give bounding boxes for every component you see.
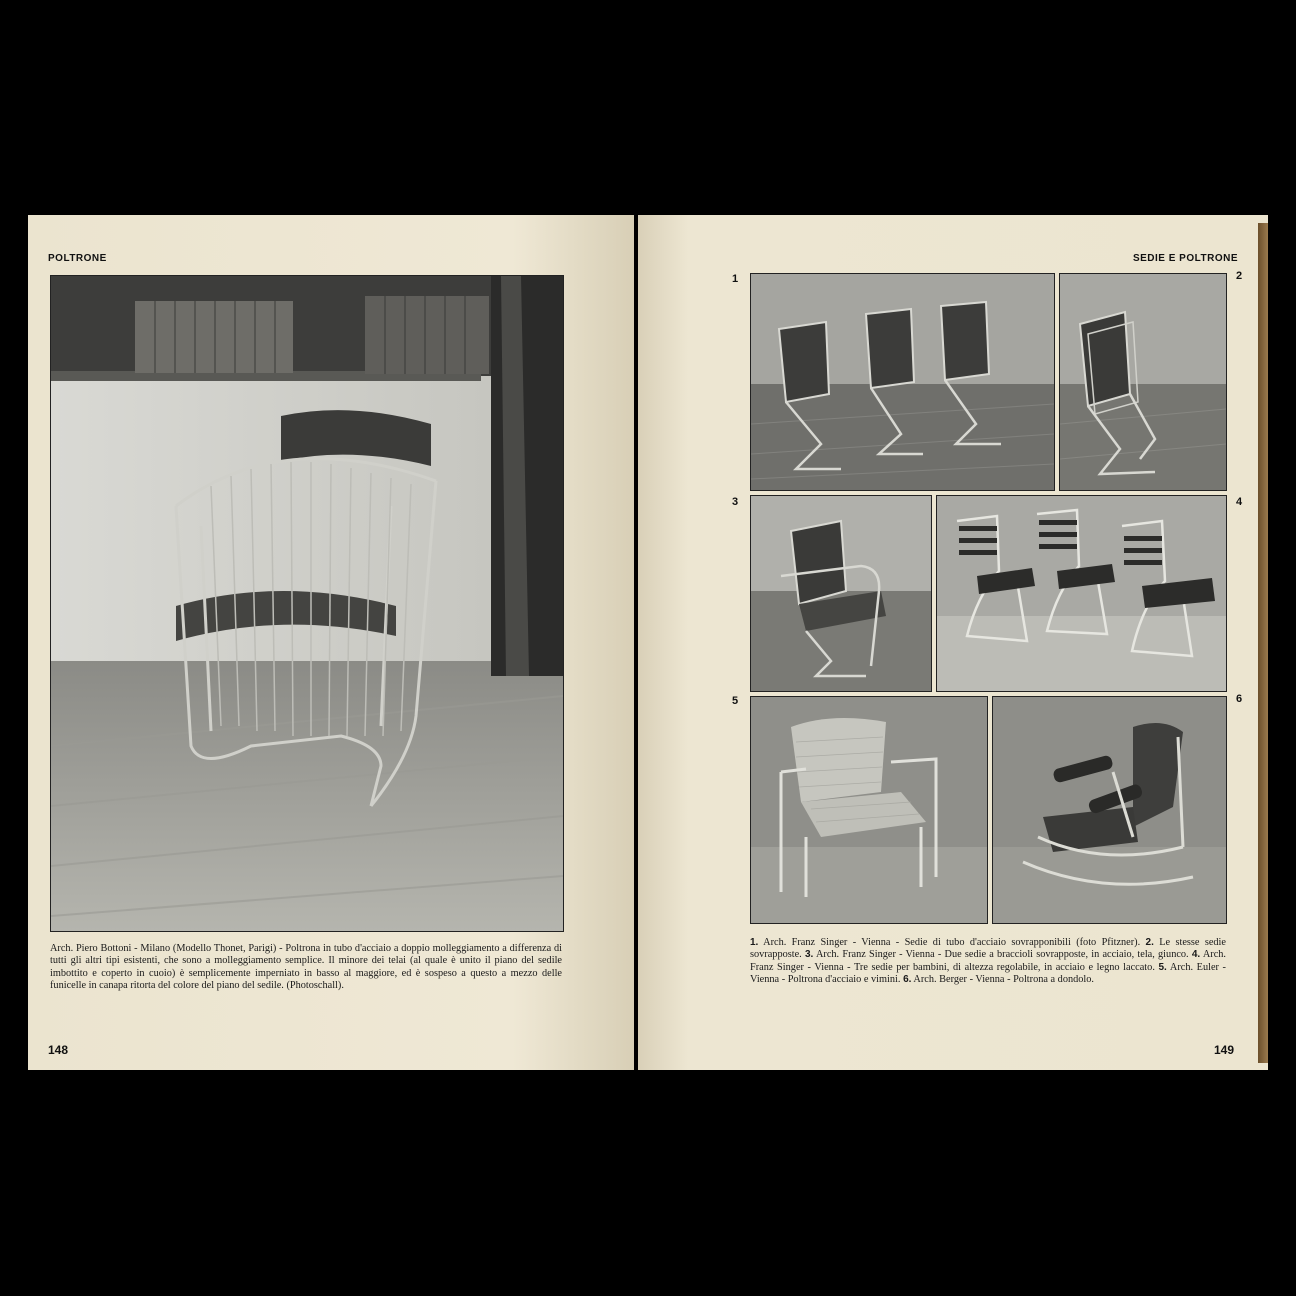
caption-text-3: Arch. Franz Singer - Vienna - Due sedie a braccioli sovrapposte, in acciaio, tela, giunco.	[813, 949, 1192, 961]
left-page-caption: Arch. Piero Bottoni - Milano (Modello Thonet, Parigi) - Poltrona in tubo d'acciaio a doppio molleggiamento a differenza di tutti gli altri tipi esistenti, che sono a molleggiamento semplice. Il minore dei telai (al quale è unito il piano del sedile imbottito e coperto in cuoio) è semplicemente imperniato in basso al maggiore, ed è sospeso a questo a mezzo delle funicelle in canapa ritorta del colore del piano del sedile. (Photoschall).	[50, 943, 562, 992]
right-page-header: SEDIE E POLTRONE	[1132, 253, 1238, 264]
caption-text-2: Le stesse sedie sovrapposte.	[750, 937, 1226, 961]
right-page-caption	[750, 937, 1226, 987]
figure-number-3: 3	[732, 496, 739, 508]
caption-text-5: Arch. Euler - Vienna - Poltrona d'acciaio e vimini.	[750, 961, 1226, 986]
caption-text-4: Arch. Franz Singer - Vienna - Tre sedie per bambini, di altezza regolabile, in acciaio e legno laccato.	[750, 949, 1227, 973]
page-edge	[1258, 223, 1268, 1063]
figure-number-1: 1	[732, 273, 739, 285]
photo-5-wicker-armchair	[750, 696, 988, 924]
photo-3-armchairs	[750, 495, 932, 692]
photo-6-rocking-chair	[992, 696, 1227, 924]
caption-num-4: 4.	[1191, 949, 1201, 961]
photo-1-stackable-chairs	[750, 273, 1055, 491]
caption-num-6: 6.	[903, 974, 912, 986]
figure-number-4: 4	[1236, 496, 1243, 508]
right-page	[638, 215, 1268, 1070]
photo-2-stacked-chairs	[1059, 273, 1227, 491]
figure-number-6: 6	[1236, 693, 1243, 705]
right-page-number: 149	[1213, 1043, 1234, 1057]
armchair-photo-image	[51, 276, 563, 931]
left-page-number: 148	[48, 1043, 69, 1057]
caption-num-2: 2.	[1145, 937, 1154, 948]
figure-number-2: 2	[1236, 270, 1243, 282]
left-page	[28, 215, 634, 1070]
caption-num-3: 3.	[804, 949, 814, 961]
caption-text-6: Arch. Berger - Vienna - Poltrona a dondolo.	[911, 974, 1095, 986]
main-armchair-photo	[50, 275, 564, 932]
photo-4-children-chairs	[936, 495, 1227, 692]
caption-num-1: 1.	[750, 937, 759, 948]
figure-number-5: 5	[732, 695, 739, 707]
book-spread	[28, 215, 1268, 1070]
caption-text-1: Arch. Franz Singer - Vienna - Sedie di tubo d'acciaio sovrapponibili (foto Pfitzner).	[758, 937, 1146, 948]
left-page-header: POLTRONE	[48, 253, 107, 264]
caption-num-5: 5.	[1158, 961, 1167, 973]
